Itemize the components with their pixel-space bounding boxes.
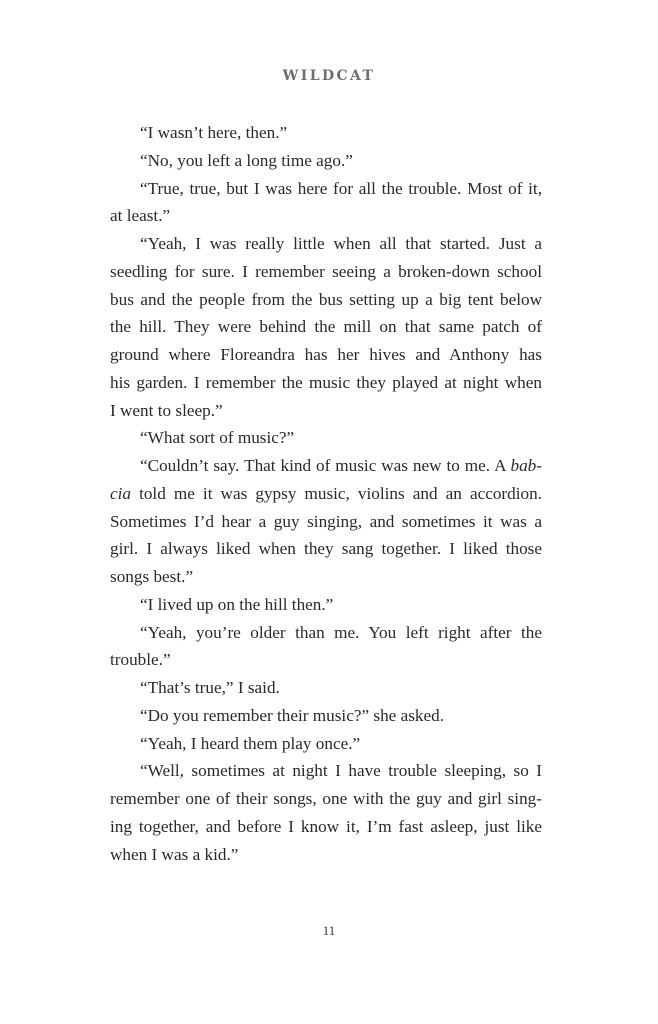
page-number: 11 bbox=[322, 923, 336, 938]
text-line: “Well, sometimes at night I have trouble sleeping, so I bbox=[140, 761, 542, 781]
text-line: “Couldn’t say. That kind of music was new to me. A bab- bbox=[140, 456, 542, 475]
italic-word: bab- bbox=[510, 456, 542, 475]
text-line: “Do you remember their music?” she asked. bbox=[140, 705, 445, 725]
text-line: the hill. They were behind the mill on that same patch of bbox=[110, 317, 542, 337]
text-line: “No, you left a long time ago.” bbox=[140, 150, 353, 170]
text-line: ing together, and before I know it, I’m fast asleep, just like bbox=[110, 816, 542, 836]
text-line: remember one of their songs, one with the guy and girl sing- bbox=[110, 789, 542, 808]
italic-word: cia bbox=[110, 483, 131, 503]
text-line: bus and the people from the bus setting up a big tent below bbox=[110, 289, 542, 309]
text-line: girl. I always liked when they sang together. I liked those bbox=[110, 539, 542, 559]
running-head: WILDCAT bbox=[282, 68, 376, 84]
text-line: his garden. I remember the music they played at night when bbox=[110, 372, 542, 392]
text-line: “That’s true,” I said. bbox=[140, 678, 280, 697]
text-line: “What sort of music?” bbox=[140, 428, 295, 448]
text-line: seedling for sure. I remember seeing a broken-down school bbox=[110, 261, 542, 281]
text-line: “True, true, but I was here for all the trouble. Most of it, bbox=[140, 178, 542, 198]
text-line: Sometimes I’d hear a guy singing, and sometimes it was a bbox=[110, 511, 542, 531]
text-line: “I lived up on the hill then.” bbox=[140, 594, 334, 614]
text-line: at least.” bbox=[110, 206, 171, 226]
text-line: songs best.” bbox=[110, 567, 194, 586]
text-line: I went to sleep.” bbox=[110, 400, 223, 420]
text-line: “Yeah, you’re older than me. You left right after the bbox=[140, 622, 542, 642]
text-line: trouble.” bbox=[110, 650, 171, 670]
text-line: “I wasn’t here, then.” bbox=[140, 123, 288, 142]
text-line: cia told me it was gypsy music, violins and an accordion. bbox=[110, 483, 542, 503]
text-line: “Yeah, I was really little when all that started. Just a bbox=[140, 234, 542, 253]
text-line: “Yeah, I heard them play once.” bbox=[140, 733, 361, 753]
text-line: ground where Floreandra has her hives and Anthony has bbox=[110, 345, 542, 364]
body-text bbox=[110, 119, 542, 868]
text-line: when I was a kid.” bbox=[110, 844, 239, 864]
